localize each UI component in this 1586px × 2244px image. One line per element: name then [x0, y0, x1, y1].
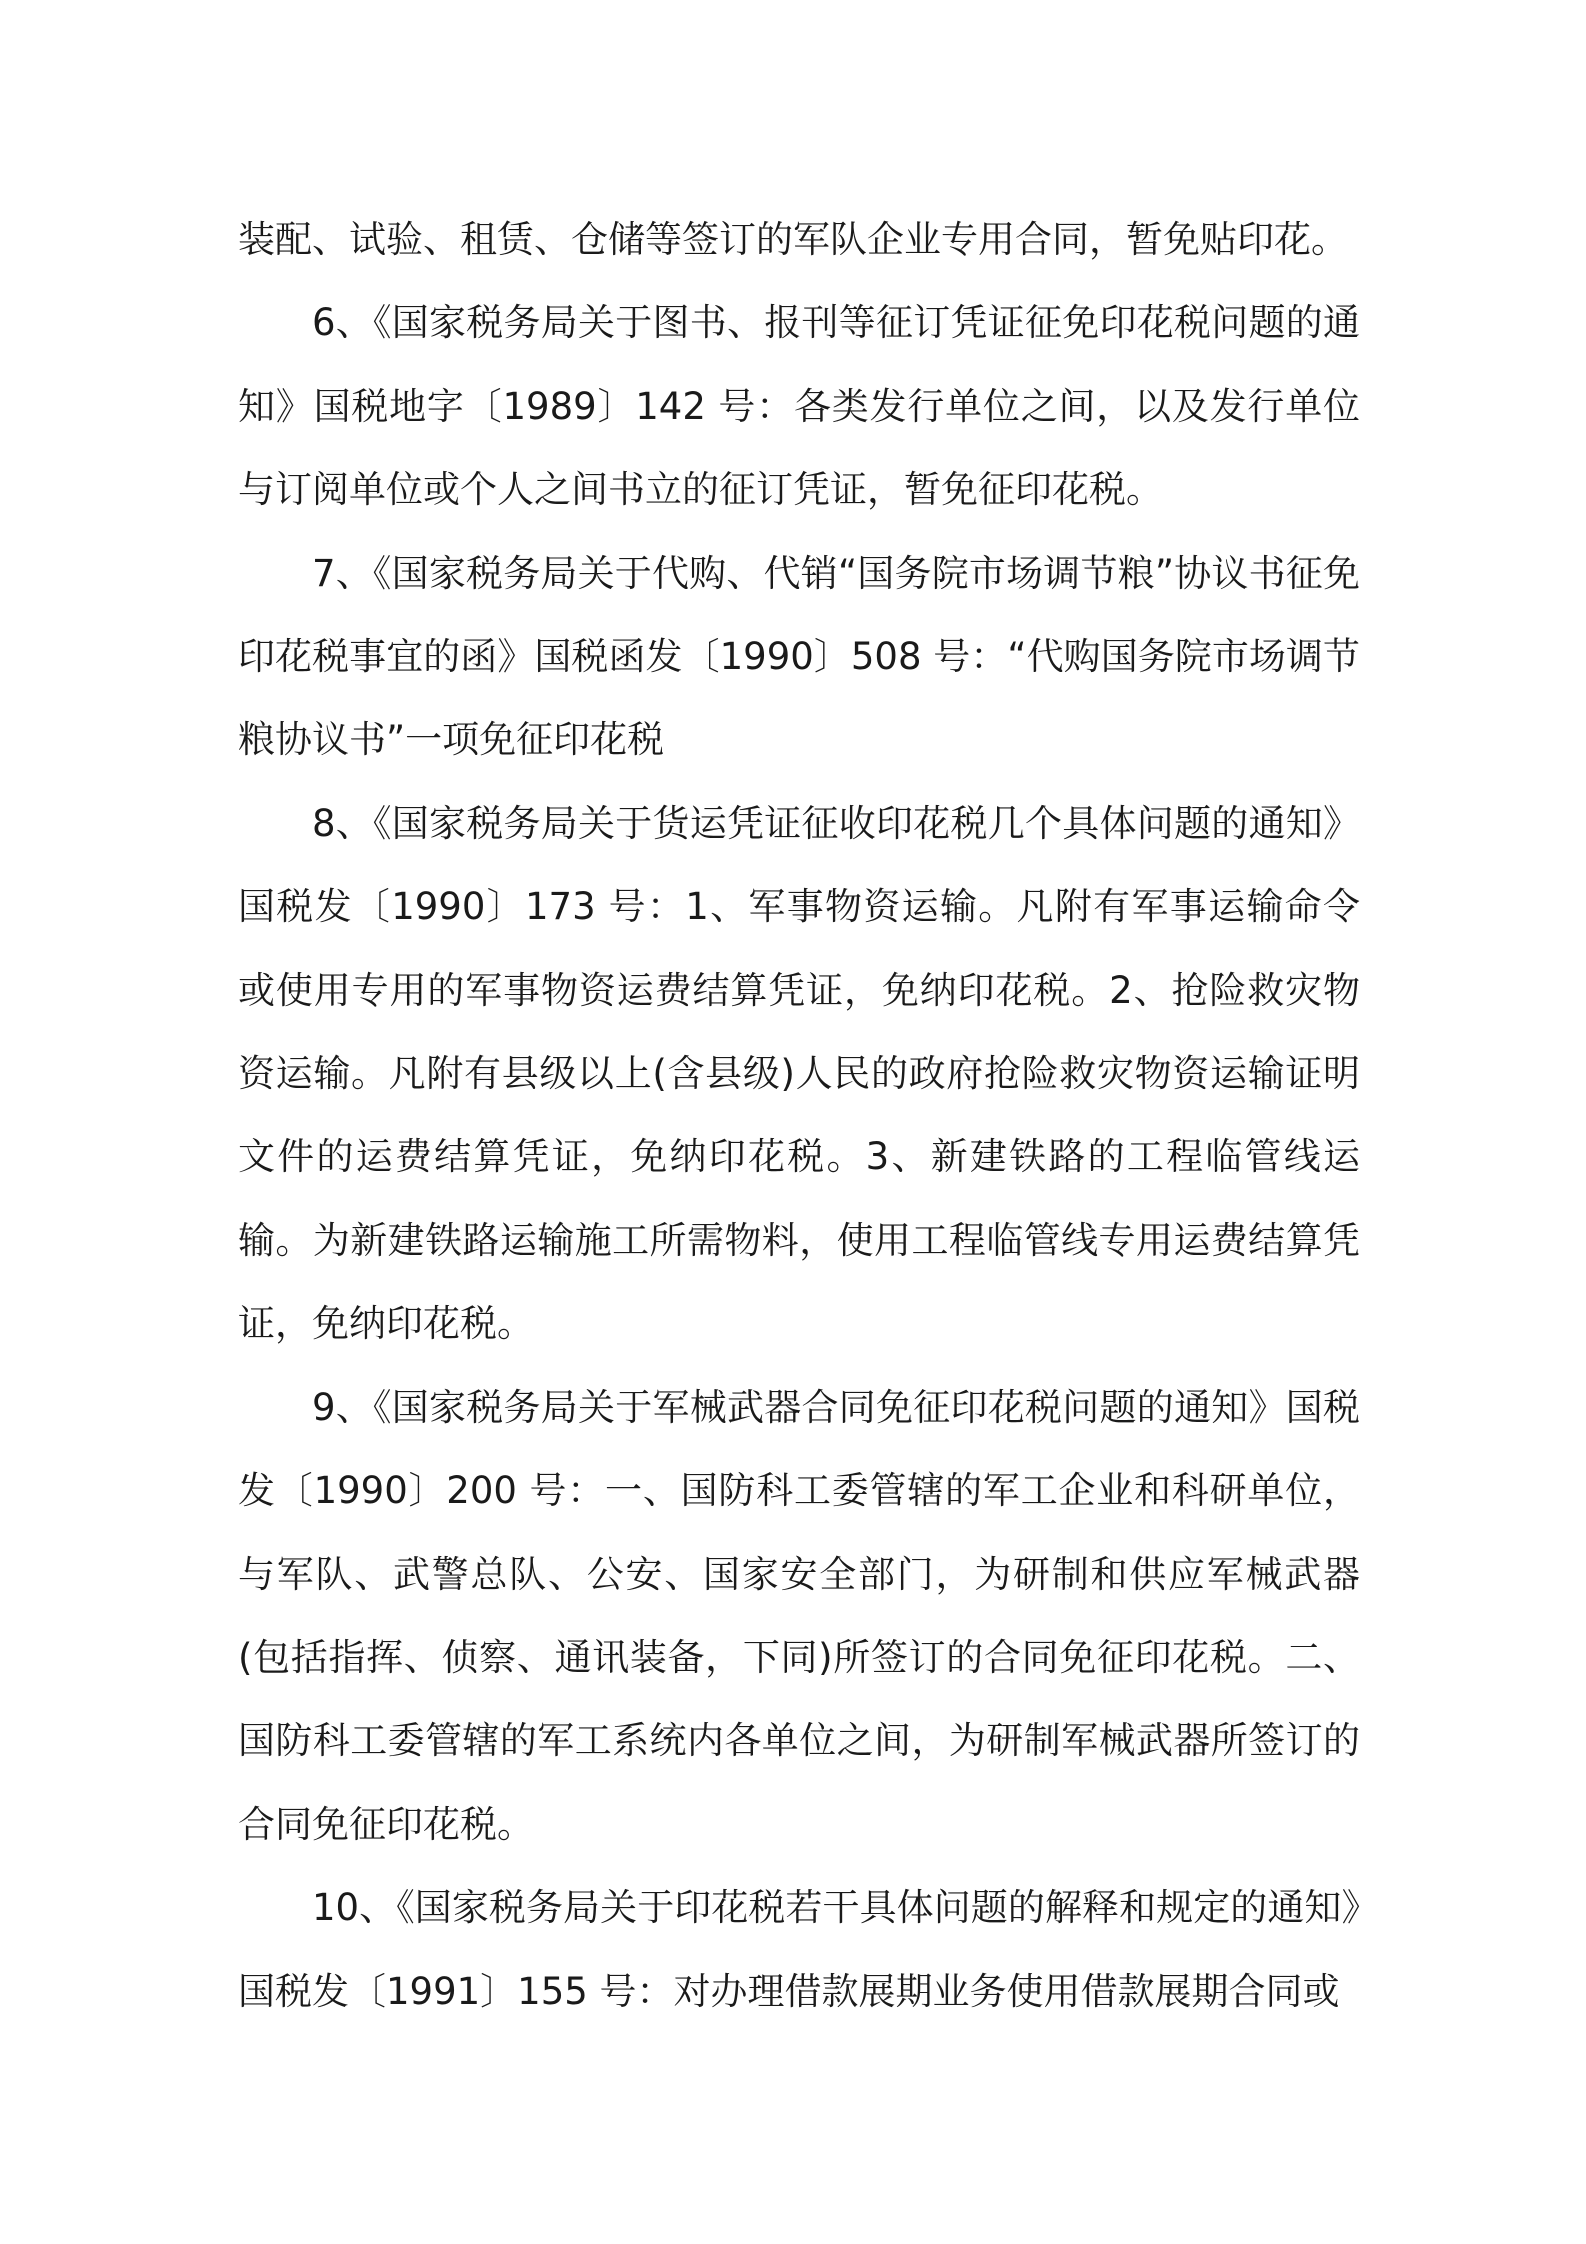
paragraph-item-10: 10、《国家税务局关于印花税若干具体问题的解释和规定的通知》国税发〔1991〕155 号：对办理借款展期业务使用借款展期合同或 — [238, 1886, 1360, 2013]
paragraph-item-9: 9、《国家税务局关于军械武器合同免征印花税问题的通知》国税发〔1990〕200 号：一、国防科工委管辖的军工企业和科研单位，与军队、武警总队、公安、国家安全部门，为研制和供应军械武器(包括指挥、侦察、通讯装备，下同)所签订的合同免征印花税。二、国防科工委管辖的军工系统内各单位之间，为研制军械武器所签订的合同免征印花税。 — [238, 1385, 1360, 1846]
paragraph-item-8: 8、《国家税务局关于货运凭证征收印花税几个具体问题的通知》国税发〔1990〕173 号：1、军事物资运输。凡附有军事运输命令或使用专用的军事物资运费结算凭证，免纳印花税。2、抢险救灾物资运输。凡附有县级以上(含县级)人民的政府抢险救灾物资运输证明文件的运费结算凭证，免纳印花税。3、新建铁路的工程临管线运输。为新建铁路运输施工所需物料，使用工程临管线专用运费结算凭证，免纳印花税。 — [238, 801, 1360, 1346]
paragraph-item-6: 6、《国家税务局关于图书、报刊等征订凭证征免印花税问题的通知》国税地字〔1989〕142 号：各类发行单位之间，以及发行单位与订阅单位或个人之间书立的征订凭证，暂免征印花税。 — [238, 301, 1360, 512]
paragraph-continuation: 装配、试验、租赁、仓储等签订的军队企业专用合同，暂免贴印花。 — [238, 218, 1348, 261]
paragraph-item-7: 7、《国家税务局关于代购、代销“国务院市场调节粮”协议书征免印花税事宜的函》国税函发〔1990〕508 号：“代购国务院市场调节粮协议书”一项免征印花税 — [238, 551, 1360, 762]
document-body — [238, 198, 1360, 2033]
